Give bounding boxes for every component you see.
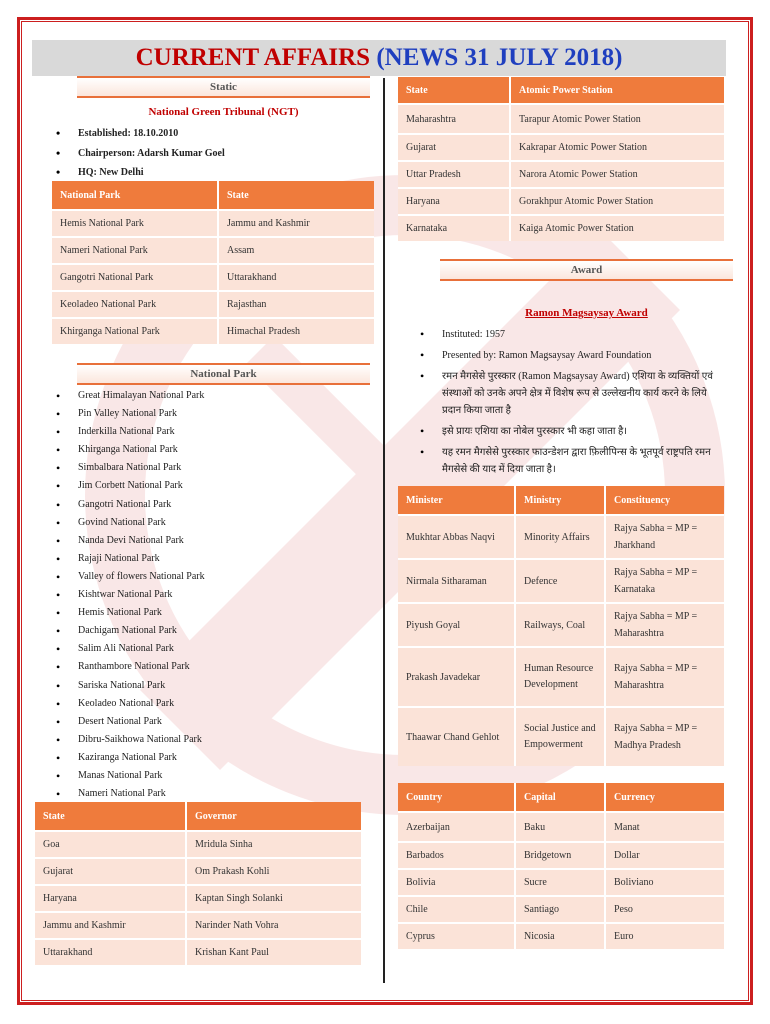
list-item: • Gangotri National Park xyxy=(54,496,374,514)
table-row xyxy=(398,602,724,646)
title-main: CURRENT AFFAIRS xyxy=(135,44,377,71)
table-row xyxy=(398,811,724,841)
table-row xyxy=(398,895,724,922)
list-item: • Ranthambore National Park xyxy=(54,658,374,676)
list-item: • Hemis National Park xyxy=(54,604,374,622)
list-item: • Great Himalayan National Park xyxy=(54,387,374,405)
table-cell: Narinder Nath Vohra xyxy=(187,911,361,938)
table-header: Atomic Power Station xyxy=(511,77,724,103)
table-cell: Kaptan Singh Solanki xyxy=(187,884,361,911)
list-item: • रमन मैगसेसे पुरस्कार (Ramon Magsaysay Award) एशिया के व्यक्तियों एवं संस्थाओं को उनके अपने क्षेत्र में विशेष रूप से उल्लेखनीय कार्य करने के लिये प्रदान किया जाता है xyxy=(418,368,728,419)
list-item: • HQ: New Delhi xyxy=(54,163,374,183)
table-header: Governor xyxy=(187,802,361,830)
list-item: • इसे प्रायः एशिया का नोबेल पुरस्कार भी कहा जाता है। xyxy=(418,423,728,440)
table-cell: Jammu and Kashmir xyxy=(219,209,374,236)
minister-table xyxy=(398,486,724,766)
list-item: • Simbalbara National Park xyxy=(54,459,374,477)
country-capital-currency-table xyxy=(398,783,724,949)
ngt-list xyxy=(54,124,374,183)
list-item: • Valley of flowers National Park xyxy=(54,568,374,586)
table-cell: Maharashtra xyxy=(398,103,511,133)
table-header: State xyxy=(398,77,511,103)
table-cell: Santiago xyxy=(516,895,606,922)
table-cell: Thaawar Chand Gehlot xyxy=(398,706,516,766)
table-cell: Assam xyxy=(219,236,374,263)
table-row xyxy=(35,911,361,938)
table-cell: Nirmala Sitharaman xyxy=(398,558,516,602)
table-cell: Barbados xyxy=(398,841,516,868)
table-cell: Mridula Sinha xyxy=(187,830,361,857)
table-cell: Rajya Sabha = MP = Maharashtra xyxy=(606,602,724,646)
table-header: Country xyxy=(398,783,516,811)
table-cell: Chile xyxy=(398,895,516,922)
table-row xyxy=(398,160,724,187)
table-cell: Nameri National Park xyxy=(52,236,219,263)
table-row xyxy=(35,884,361,911)
table-cell: Gorakhpur Atomic Power Station xyxy=(511,187,724,214)
table-cell: Hemis National Park xyxy=(52,209,219,236)
table-cell: Azerbaijan xyxy=(398,811,516,841)
table-row xyxy=(398,514,724,558)
table-cell: Rajya Sabha = MP = Madhya Pradesh xyxy=(606,706,724,766)
table-cell: Social Justice and Empowerment xyxy=(516,706,606,766)
column-divider xyxy=(383,78,385,983)
table-cell: Bolivia xyxy=(398,868,516,895)
list-item: • Established: 18.10.2010 xyxy=(54,124,374,144)
table-cell: Human Resource Development xyxy=(516,646,606,706)
table-row xyxy=(35,857,361,884)
list-item: • Salim Ali National Park xyxy=(54,640,374,658)
table-row xyxy=(398,214,724,241)
table-row xyxy=(398,646,724,706)
table-cell: Rajya Sabha = MP = Maharashtra xyxy=(606,646,724,706)
table-cell: Haryana xyxy=(398,187,511,214)
table-cell: Euro xyxy=(606,922,724,949)
table-cell: Gujarat xyxy=(35,857,187,884)
table-row xyxy=(398,187,724,214)
table-cell: Khirganga National Park xyxy=(52,317,219,344)
table-cell: Rajasthan xyxy=(219,290,374,317)
table-cell: Baku xyxy=(516,811,606,841)
list-item: • Dachigam National Park xyxy=(54,622,374,640)
table-cell: Prakash Javadekar xyxy=(398,646,516,706)
table-row xyxy=(52,236,374,263)
table-cell: Defence xyxy=(516,558,606,602)
table-row xyxy=(398,103,724,133)
table-header: Capital xyxy=(516,783,606,811)
table-cell: Tarapur Atomic Power Station xyxy=(511,103,724,133)
table-cell: Om Prakash Kohli xyxy=(187,857,361,884)
national-park-state-table xyxy=(52,181,374,344)
list-item: • Instituted: 1957 xyxy=(418,326,728,343)
list-item: • यह रमन मैगसेसे पुरस्कार फाउन्डेशन द्वारा फ़िलीपिन्स के भूतपूर्व राष्ट्रपति रमन मैगसेसे की याद में दिया जाता है। xyxy=(418,444,728,478)
table-row xyxy=(398,133,724,160)
list-item: • Inderkilla National Park xyxy=(54,423,374,441)
list-item: • Nanda Devi National Park xyxy=(54,532,374,550)
table-cell: Uttarakhand xyxy=(219,263,374,290)
table-cell: Rajya Sabha = MP = Karnataka xyxy=(606,558,724,602)
table-cell: Gujarat xyxy=(398,133,511,160)
list-item: • Dibru-Saikhowa National Park xyxy=(54,731,374,749)
table-header: Constituency xyxy=(606,486,724,514)
table-cell: Railways, Coal xyxy=(516,602,606,646)
table-row xyxy=(398,706,724,766)
ngt-title: National Green Tribunal (NGT) xyxy=(148,106,299,118)
list-item: • Presented by: Ramon Magsaysay Award Foundation xyxy=(418,347,728,364)
table-cell: Kaiga Atomic Power Station xyxy=(511,214,724,241)
table-cell: Peso xyxy=(606,895,724,922)
table-row xyxy=(52,209,374,236)
table-cell: Goa xyxy=(35,830,187,857)
table-header: State xyxy=(35,802,187,830)
list-item: • Pin Valley National Park xyxy=(54,405,374,423)
table-row xyxy=(398,841,724,868)
table-cell: Sucre xyxy=(516,868,606,895)
table-row xyxy=(398,922,724,949)
table-row xyxy=(398,868,724,895)
list-item: • Govind National Park xyxy=(54,514,374,532)
list-item: • Manas National Park xyxy=(54,767,374,785)
table-cell: Dollar xyxy=(606,841,724,868)
table-cell: Narora Atomic Power Station xyxy=(511,160,724,187)
table-cell: Rajya Sabha = MP = Jharkhand xyxy=(606,514,724,558)
list-item: • Keoladeo National Park xyxy=(54,695,374,713)
table-cell: Uttar Pradesh xyxy=(398,160,511,187)
table-row xyxy=(35,938,361,965)
table-row xyxy=(52,263,374,290)
table-cell: Krishan Kant Paul xyxy=(187,938,361,965)
award-heading: Award xyxy=(440,259,733,281)
atomic-power-station-table xyxy=(398,77,724,241)
table-cell: Cyprus xyxy=(398,922,516,949)
national-park-heading: National Park xyxy=(77,363,370,385)
list-item: • Rajaji National Park xyxy=(54,550,374,568)
table-row xyxy=(52,290,374,317)
table-cell: Piyush Goyal xyxy=(398,602,516,646)
table-cell: Bridgetown xyxy=(516,841,606,868)
table-row xyxy=(398,558,724,602)
list-item: • Kaziranga National Park xyxy=(54,749,374,767)
table-cell: Manat xyxy=(606,811,724,841)
title-date: (NEWS 31 JULY 2018) xyxy=(376,44,623,71)
table-header: Minister xyxy=(398,486,516,514)
list-item: • Kishtwar National Park xyxy=(54,586,374,604)
static-heading: Static xyxy=(77,76,370,98)
national-park-list xyxy=(54,387,374,803)
table-header: Currency xyxy=(606,783,724,811)
table-header: State xyxy=(219,181,374,209)
list-item: • Nameri National Park xyxy=(54,785,374,803)
table-row xyxy=(52,317,374,344)
table-cell: Himachal Pradesh xyxy=(219,317,374,344)
table-cell: Mukhtar Abbas Naqvi xyxy=(398,514,516,558)
table-cell: Keoladeo National Park xyxy=(52,290,219,317)
page-title xyxy=(32,40,726,76)
list-item: • Khirganga National Park xyxy=(54,441,374,459)
table-cell: Nicosia xyxy=(516,922,606,949)
table-row xyxy=(35,830,361,857)
table-cell: Haryana xyxy=(35,884,187,911)
table-cell: Uttarakhand xyxy=(35,938,187,965)
list-item: • Sariska National Park xyxy=(54,677,374,695)
award-list xyxy=(418,326,728,482)
table-cell: Minority Affairs xyxy=(516,514,606,558)
list-item: • Desert National Park xyxy=(54,713,374,731)
table-header: Ministry xyxy=(516,486,606,514)
list-item: • Chairperson: Adarsh Kumar Goel xyxy=(54,144,374,164)
table-header: National Park xyxy=(52,181,219,209)
table-cell: Karnataka xyxy=(398,214,511,241)
table-cell: Jammu and Kashmir xyxy=(35,911,187,938)
table-cell: Kakrapar Atomic Power Station xyxy=(511,133,724,160)
state-governor-table xyxy=(35,802,361,965)
table-cell: Boliviano xyxy=(606,868,724,895)
table-cell: Gangotri National Park xyxy=(52,263,219,290)
list-item: • Jim Corbett National Park xyxy=(54,477,374,495)
award-title: Ramon Magsaysay Award xyxy=(525,307,648,319)
